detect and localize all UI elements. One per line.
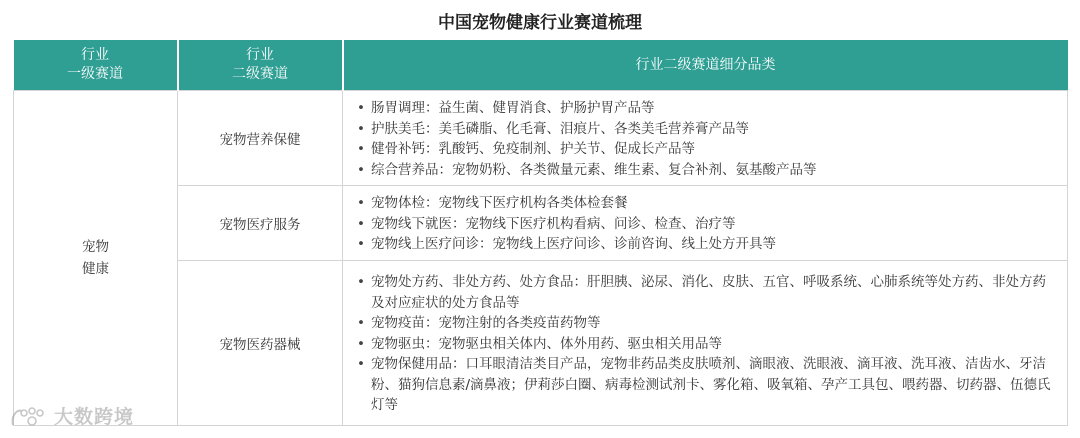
table-row <box>14 91 1068 186</box>
industry-table <box>13 40 1068 426</box>
header-level1-line2: 一级赛道 <box>67 66 123 82</box>
list-item: • 宠物疫苗：宠物注射的各类疫苗药物等 <box>355 313 1057 334</box>
subcategory-cell <box>343 186 1068 261</box>
header-level2-line2: 二级赛道 <box>232 66 288 82</box>
subcategory-cell <box>343 91 1068 186</box>
list-item: • 宠物驱虫：宠物驱虫相关体内、体外用药、驱虫相关用品等 <box>355 334 1057 355</box>
level2-cell: 宠物营养保健 <box>178 91 343 186</box>
page-title: 中国宠物健康行业赛道梳理 <box>438 13 642 33</box>
level2-cell: 宠物医疗服务 <box>178 186 343 261</box>
list-item: • 宠物体检：宠物线下医疗机构各类体检套餐 <box>355 193 1057 214</box>
bullet-list <box>355 272 1057 416</box>
bullet-list <box>355 193 1057 255</box>
watermark-text: 大数跨境 <box>54 406 135 428</box>
header-level1 <box>14 40 178 91</box>
header-subcategory <box>343 40 1068 91</box>
paw-logo-icon <box>10 405 48 427</box>
level2-cell: 宠物医药器械 <box>178 261 343 426</box>
header-subcategory-line1: 行业二级赛道细分品类 <box>635 56 776 73</box>
list-item: • 护肤美毛：美毛磷脂、化毛膏、泪痕片、各类美毛营养膏产品等 <box>355 119 1057 140</box>
header-level2-line1: 行业 <box>246 47 274 63</box>
list-item: • 宠物线上医疗问诊：宠物线上医疗问诊、诊前咨询、线上处方开具等 <box>355 234 1057 255</box>
watermark <box>10 402 134 429</box>
subcategory-cell <box>343 261 1068 426</box>
header-level1-line1: 行业 <box>81 47 109 63</box>
bullet-list <box>355 98 1057 180</box>
list-item: • 综合营养品：宠物奶粉、各类微量元素、维生素、复合补剂、氨基酸产品等 <box>355 160 1057 181</box>
list-item: • 健骨补钙：乳酸钙、免疫制剂、护关节、促成长产品等 <box>355 139 1057 160</box>
list-item: • 宠物保健用品：口耳眼清洁类目产品，宠物非药品类皮肤喷剂、滴眼液、洗眼液、滴耳液、洗耳液、洁齿水、牙洁粉、猫狗信息素/滴鼻液；伊莉莎白圈、病毒检测试剂卡、雾化箱、吸氧箱、孕产工具包、喂药器、切药器、伍德氏灯等 <box>355 354 1057 416</box>
level1-line2: 健康 <box>82 261 109 277</box>
table-header-row <box>14 40 1068 91</box>
list-item: • 宠物线下就医：宠物线下医疗机构看病、问诊、检查、治疗等 <box>355 214 1057 235</box>
list-item: • 肠胃调理：益生菌、健胃消食、护肠护胃产品等 <box>355 98 1057 119</box>
header-level2 <box>178 40 343 91</box>
level1-line1: 宠物 <box>82 239 109 255</box>
level1-cell <box>14 91 178 426</box>
list-item: • 宠物处方药、非处方药、处方食品：肝胆胰、泌尿、消化、皮肤、五官、呼吸系统、心肺系统等处方药、非处方药及对应症状的处方食品等 <box>355 272 1057 313</box>
